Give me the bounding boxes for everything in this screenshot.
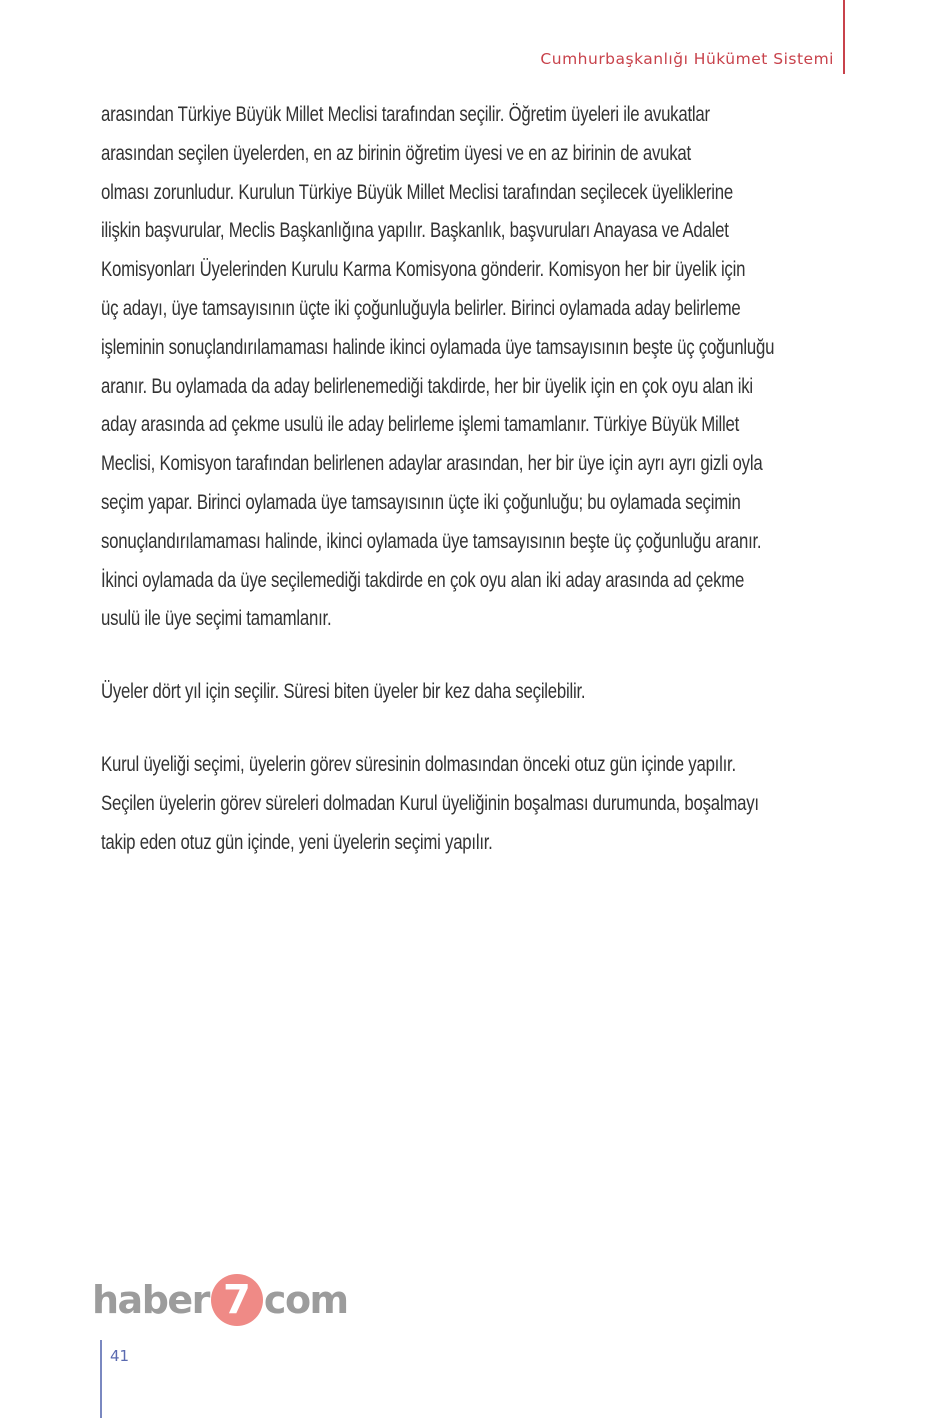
paragraph-1 bbox=[101, 96, 775, 639]
text-line: olması zorunludur. Kurulun Türkiye Büyük Millet Meclisi tarafından seçilecek üyeliklerine bbox=[101, 180, 733, 204]
text-line: seçim yapar. Birinci oylamada üye tamsayısının üçte iki çoğunluğu; bu oylamada seçimin bbox=[101, 490, 741, 514]
header-rule bbox=[843, 0, 845, 74]
text-line: usulü ile üye seçimi tamamlanır. bbox=[101, 607, 332, 631]
paragraph-2 bbox=[101, 673, 709, 712]
logo-suffix: com bbox=[263, 1278, 348, 1322]
text-line: işleminin sonuçlandırılamaması halinde ikinci oylamada üye tamsayısının beşte üç çoğunluğu bbox=[101, 335, 775, 359]
logo-seven-badge: 7 bbox=[211, 1274, 263, 1326]
text-line: Komisyonları Üyelerinden Kurulu Karma Komisyona gönderir. Komisyon her bir üyelik için bbox=[101, 258, 746, 282]
text-line: Kurul üyeliği seçimi, üyelerin görev süresinin dolmasından önceki otuz gün içinde yapılır. bbox=[101, 752, 736, 776]
paragraph-gap bbox=[101, 639, 709, 673]
text-line: Meclisi, Komisyon tarafından belirlenen adaylar arasından, her bir üye için ayrı ayrı gizli oyla bbox=[101, 452, 763, 476]
page-number: 41 bbox=[110, 1347, 130, 1365]
text-line: İkinci oylamada da üye seçilemediği takdirde en çok oyu alan iki aday arasında ad çekme bbox=[101, 568, 745, 592]
text-line: aranır. Bu oylamada da aday belirlenemediği takdirde, her bir üyelik için en çok oyu alan iki bbox=[101, 374, 753, 398]
body-text bbox=[101, 96, 775, 862]
text-line: arasından Türkiye Büyük Millet Meclisi tarafından seçilir. Öğretim üyeleri ile avukatlar bbox=[101, 103, 710, 126]
text-line: sonuçlandırılamaması halinde, ikinci oylamada üye tamsayısının beşte üç çoğunluğu aranır. bbox=[101, 529, 762, 553]
logo-prefix: haber bbox=[92, 1278, 209, 1322]
paragraph-3 bbox=[101, 746, 759, 862]
running-title: Cumhurbaşkanlığı Hükümet Sistemi bbox=[540, 50, 834, 68]
text-line: Üyeler dört yıl için seçilir. Süresi biten üyeler bir kez daha seçilebilir. bbox=[101, 680, 586, 704]
text-line: Seçilen üyelerin görev süreleri dolmadan Kurul üyeliğinin boşalması durumunda, boşalmayı bbox=[101, 791, 759, 815]
text-line: arasından seçilen üyelerden, en az birinin öğretim üyesi ve en az birinin de avukat bbox=[101, 141, 691, 165]
text-line: üç adayı, üye tamsayısının üçte iki çoğunluğuyla belirler. Birinci oylamada aday belirleme bbox=[101, 296, 741, 320]
text-line: aday arasında ad çekme usulü ile aday belirleme işlemi tamamlanır. Türkiye Büyük Millet bbox=[101, 413, 740, 437]
paragraph-gap bbox=[101, 712, 709, 746]
footer-rule bbox=[100, 1340, 102, 1418]
haber7-watermark-logo bbox=[92, 1276, 348, 1324]
text-line: takip eden otuz gün içinde, yeni üyelerin seçimi yapılır. bbox=[101, 830, 493, 854]
text-line: ilişkin başvurular, Meclis Başkanlığına yapılır. Başkanlık, başvuruları Anayasa ve Adalet bbox=[101, 219, 729, 243]
